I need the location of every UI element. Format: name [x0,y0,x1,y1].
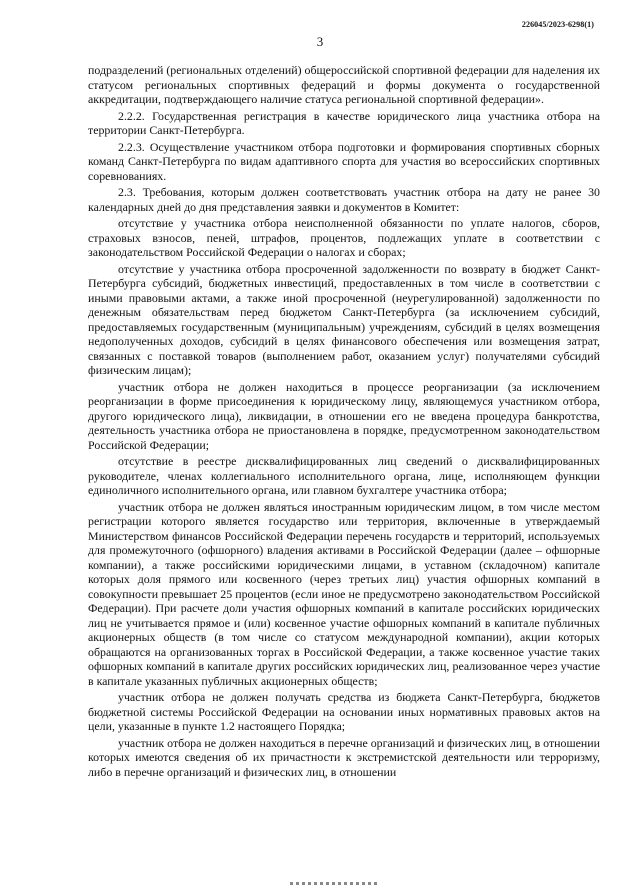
paragraph: отсутствие в реестре дисквалифицированных лиц сведений о дисквалифицированных руководителе, членах коллегиального исполнительного органа, лице, исполняющем функции единоличного исполнительного органа, или главном бухгалтере участника отбора; [88,454,600,497]
paragraph: отсутствие у участника отбора неисполненной обязанности по уплате налогов, сборов, страховых взносов, пеней, штрафов, процентов, подлежащих уплате в соответствии с законодательством Российской Федерации о налогах и сборах; [88,216,600,259]
paragraph: подразделений (региональных отделений) общероссийской спортивной федерации для наделения их статусом региональных спортивных федераций и формы документа о государственной аккредитации, подтверждающего наличие статуса региональной спортивной федерации». [88,63,600,106]
paragraph: участник отбора не должен находиться в перечне организаций и физических лиц, в отношении которых имеются сведения об их причастности к экстремистской деятельности или терроризму, либо в перечне организаций и физических лиц, в отношении [88,735,600,779]
page-number: 3 [316,34,324,49]
paragraph: 2.2.2. Государственная регистрация в качестве юридического лица участника отбора на территории Санкт-Петербурга. [88,108,600,137]
paragraph: участник отбора не должен являться иностранным юридическим лицом, в том числе местом регистрации которого является государство или территория, включенные в утверждаемый Министерством финансов Российской Федерации перечень государств и территорий, используемых для промежуточного (офшорного) владения активами в Российской Федерации (далее – офшорные компании), а также российскими юридическими лицами, в уставном (складочном) капитале которых доля прямого или косвенного (через третьих лиц) участия офшорных компаний в совокупности превышает 25 процентов (если иное не предусмотрено законодательством Российской Федерации). При расчете доли участия офшорных компаний в капитале российских юридических лиц не учитывается прямое и (или) косвенное участие офшорных компаний в капитале публичных акционерных обществ (в том числе со статусом международной компании), акции которых обращаются на организованных торгах в Российской Федерации, а также косвенное участие таких офшорных компаний в капитале других российских юридических лиц, реализованное через участие в капитале указанных публичных акционерных обществ; [88,499,600,688]
paragraph: отсутствие у участника отбора просроченной задолженности по возврату в бюджет Санкт-Петербурга субсидий, бюджетных инвестиций, предоставленных в том числе в соответствии с иными правовыми актами, а также иной просроченной (неурегулированной) задолженности по денежным обязательствам перед бюджетом Санкт-Петербурга (за исключением субсидий, предоставляемых государственным (муниципальным) учреждениям, субсидий в целях возмещения недополученных доходов, субсидий в целях финансового обеспечения или возмещения затрат, связанных с поставкой товаров (выполнением работ, оказанием услуг) получателями субсидий физическим лицам); [88,261,600,377]
paragraph: 2.3. Требования, которым должен соответствовать участник отбора на дату не ранее 30 календарных дней до дня представления заявки и документов в Комитет: [88,185,600,214]
paragraph: участник отбора не должен находиться в процессе реорганизации (за исключением реорганизации в форме присоединения к юридическому лицу, являющемуся участником отбора, другого юридического лица), ликвидации, в отношении его не введена процедура банкротства, деятельность участника отбора не приостановлена в порядке, предусмотренном законодательством Российской Федерации; [88,379,600,452]
document-body [88,63,600,779]
paragraph: 2.2.3. Осуществление участником отбора подготовки и формирования спортивных сборных команд Санкт-Петербурга по видам адаптивного спорта для участия во всероссийских спортивных соревнованиях. [88,139,600,183]
document-id: 226045/2023-6298(1) [521,20,594,29]
paragraph: участник отбора не должен получать средства из бюджета Санкт-Петербурга, бюджетов бюджетной системы Российской Федерации на основании иных нормативных правовых актов на цели, указанные в пункте 1.2 настоящего Порядка; [88,690,600,733]
